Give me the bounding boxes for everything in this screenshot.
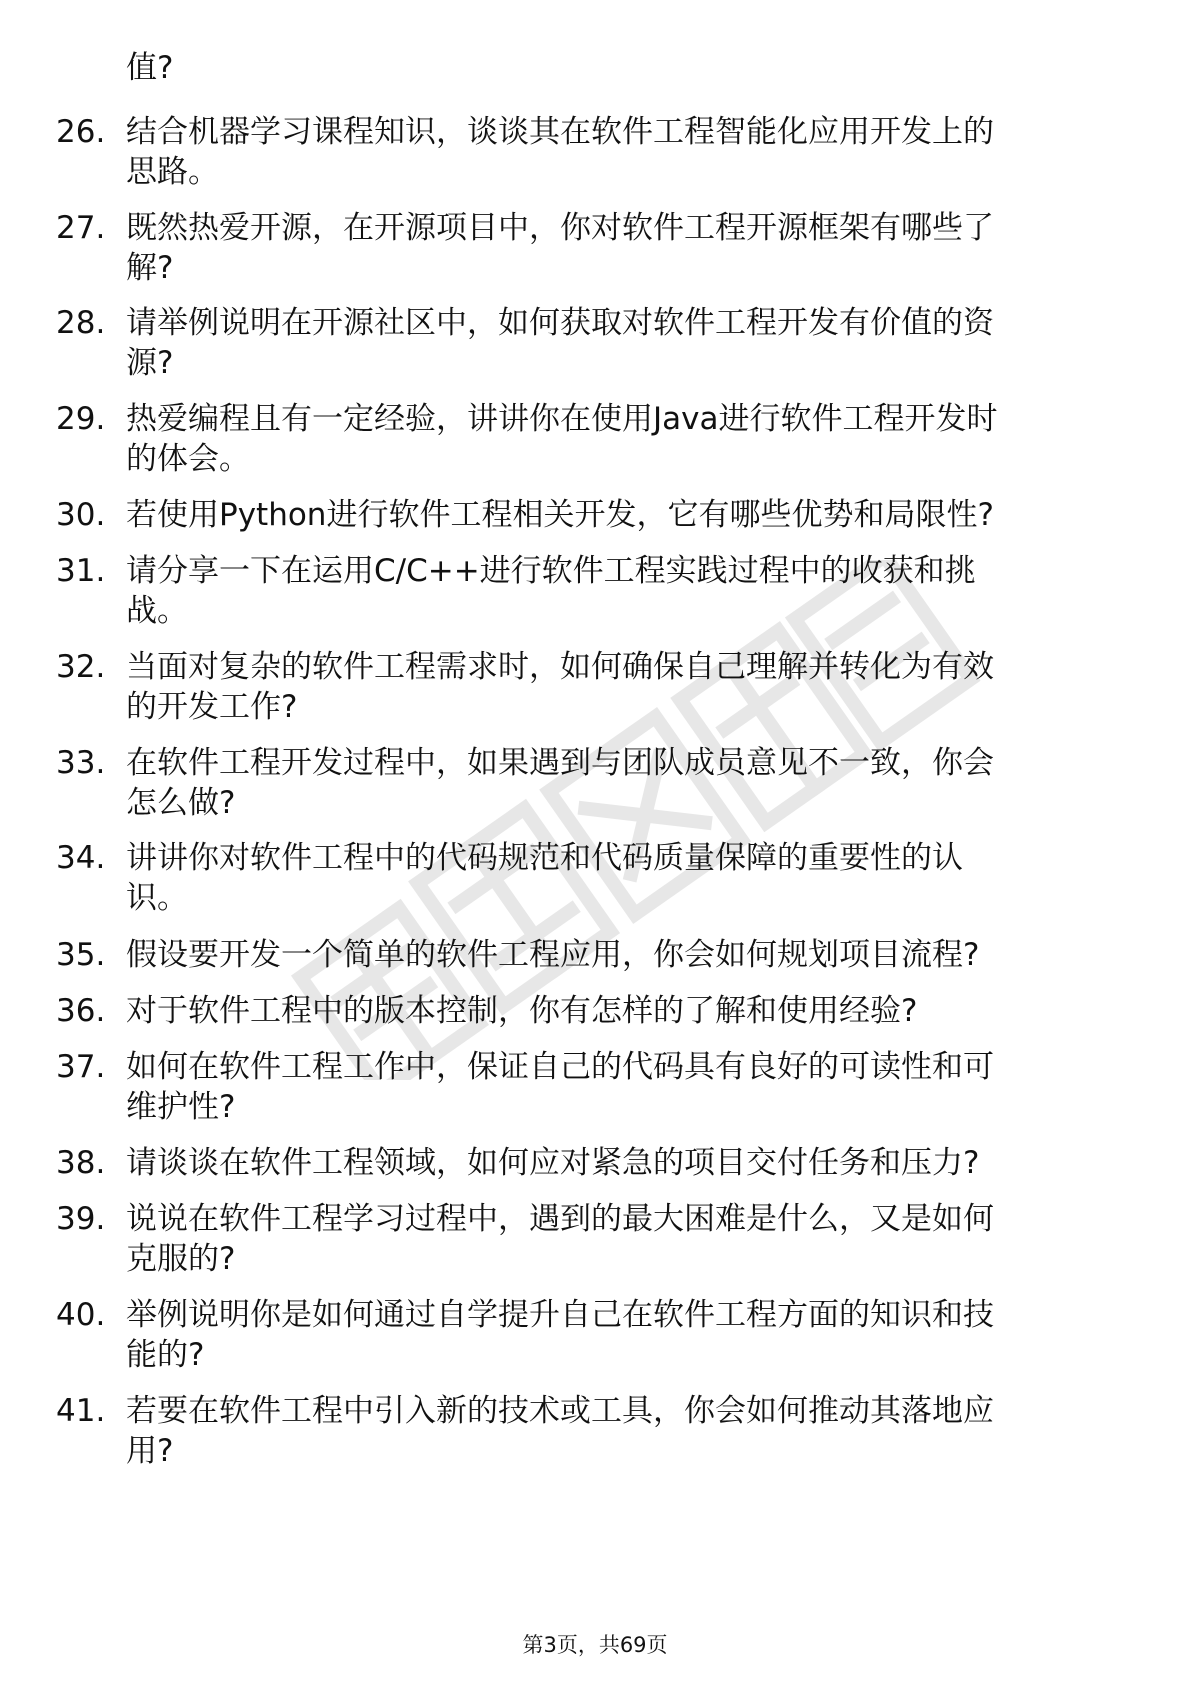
question-text-line: 讲讲你对软件工程中的代码规范和代码质量保障的重要性的认 [126,840,963,876]
page-number-footer: 第3页，共69页 [522,1633,668,1657]
question-text-line: 的体会。 [126,441,250,477]
question-text-line: 热爱编程且有一定经验，讲讲你在使用Java进行软件工程开发时 [126,401,998,437]
question-text-line: 请分享一下在运用C/C++进行软件工程实践过程中的收获和挑 [126,553,976,589]
question-text-line: 克服的? [126,1241,236,1277]
question-text-line: 识。 [126,880,188,916]
question-text-line: 假设要开发一个简单的软件工程应用，你会如何规划项目流程? [126,937,980,973]
question-text-line: 对于软件工程中的版本控制，你有怎样的了解和使用经验? [126,993,918,1029]
question-number: 40. [56,1297,106,1333]
question-number: 32. [56,649,106,685]
question-number: 26. [56,114,106,150]
question-text-line: 结合机器学习课程知识，谈谈其在软件工程智能化应用开发上的 [126,114,994,150]
question-text-line: 源? [126,345,174,381]
question-number: 41. [56,1393,106,1429]
question-text-line: 当面对复杂的软件工程需求时，如何确保自己理解并转化为有效 [126,649,994,685]
question-number: 35. [56,937,106,973]
question-text-line: 用? [126,1433,174,1469]
question-text-line: 若使用Python进行软件工程相关开发，它有哪些优势和局限性? [126,497,994,533]
question-number: 29. [56,401,106,437]
question-number: 27. [56,210,106,246]
question-text-line: 请举例说明在开源社区中，如何获取对软件工程开发有价值的资 [126,305,994,341]
question-text-line: 既然热爱开源，在开源项目中，你对软件工程开源框架有哪些了 [126,210,994,246]
question-number: 34. [56,840,106,876]
question-text-line: 说说在软件工程学习过程中，遇到的最大困难是什么，又是如何 [126,1201,994,1237]
question-text-line: 怎么做? [126,785,236,821]
question-text-line: 请谈谈在软件工程领域，如何应对紧急的项目交付任务和压力? [126,1145,980,1181]
continued-question-text: 值? [126,50,174,86]
question-text-line: 维护性? [126,1089,236,1125]
question-number: 38. [56,1145,106,1181]
question-text-line: 的开发工作? [126,689,298,725]
question-text-line: 如何在软件工程工作中，保证自己的代码具有良好的可读性和可 [126,1049,994,1085]
question-text-line: 在软件工程开发过程中，如果遇到与团队成员意见不一致，你会 [126,745,994,781]
question-number: 39. [56,1201,106,1237]
question-text-line: 举例说明你是如何通过自学提升自己在软件工程方面的知识和技 [126,1297,994,1333]
question-text-line: 思路。 [126,154,219,190]
question-text-line: 战。 [126,593,188,629]
question-number: 30. [56,497,106,533]
question-number: 33. [56,745,106,781]
question-text-line: 能的? [126,1337,205,1373]
question-number: 36. [56,993,106,1029]
question-number: 28. [56,305,106,341]
question-number: 37. [56,1049,106,1085]
question-text-line: 若要在软件工程中引入新的技术或工具，你会如何推动其落地应 [126,1393,994,1429]
question-text-line: 解? [126,250,174,286]
question-number: 31. [56,553,106,589]
